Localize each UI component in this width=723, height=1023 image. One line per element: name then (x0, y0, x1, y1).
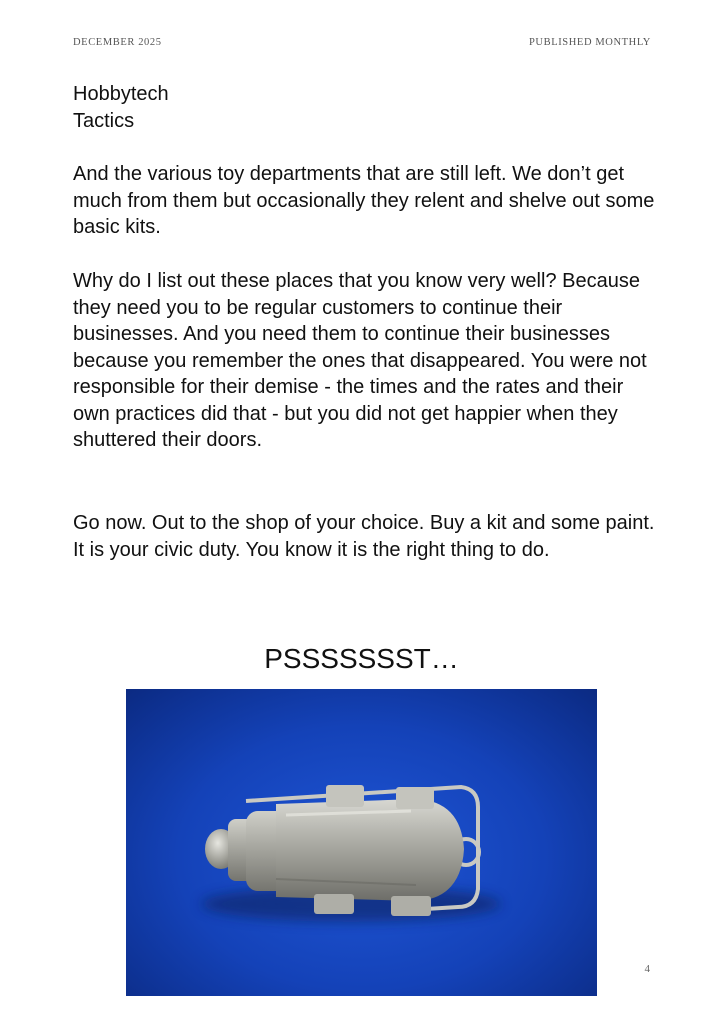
clip-top-2 (396, 787, 434, 809)
paragraph-3 (73, 510, 663, 563)
paragraph-1 (73, 161, 663, 241)
section-heading: PSSSSSSST… (264, 643, 459, 674)
title-line-2: Tactics (73, 109, 135, 132)
clip-top-1 (326, 785, 364, 807)
paragraph-text: Why do I list out these places that you know very well? Because they need you to be regular customers to continue their businesses. And you need them to continue their businesses because you remember the ones that disappeared. You were not responsible for their demise - the times and the rates and their own practices did that - but you did not get happier when they shuttered their doors. (73, 270, 647, 451)
paragraph-text: And the various toy departments that are still left. We don’t get much from them but occasionally they relent and shelve out some basic kits. (73, 163, 655, 238)
photo-metal-canister (126, 689, 597, 996)
clip-bottom-1 (314, 894, 354, 914)
page-number: 4 (644, 963, 650, 975)
title-line-1: Hobbytech (73, 83, 169, 105)
paragraph-2 (73, 268, 663, 454)
article-title (73, 81, 663, 134)
header-frequency: PUBLISHED MONTHLY (528, 37, 651, 48)
canister-illustration (126, 689, 597, 996)
clip-bottom-2 (391, 896, 431, 916)
paragraph-text: Go now. Out to the shop of your choice. Buy a kit and some paint. It is your civic duty. You know it is the right thing to do. (73, 512, 655, 561)
header-date: DECEMBER 2025 (73, 37, 162, 48)
